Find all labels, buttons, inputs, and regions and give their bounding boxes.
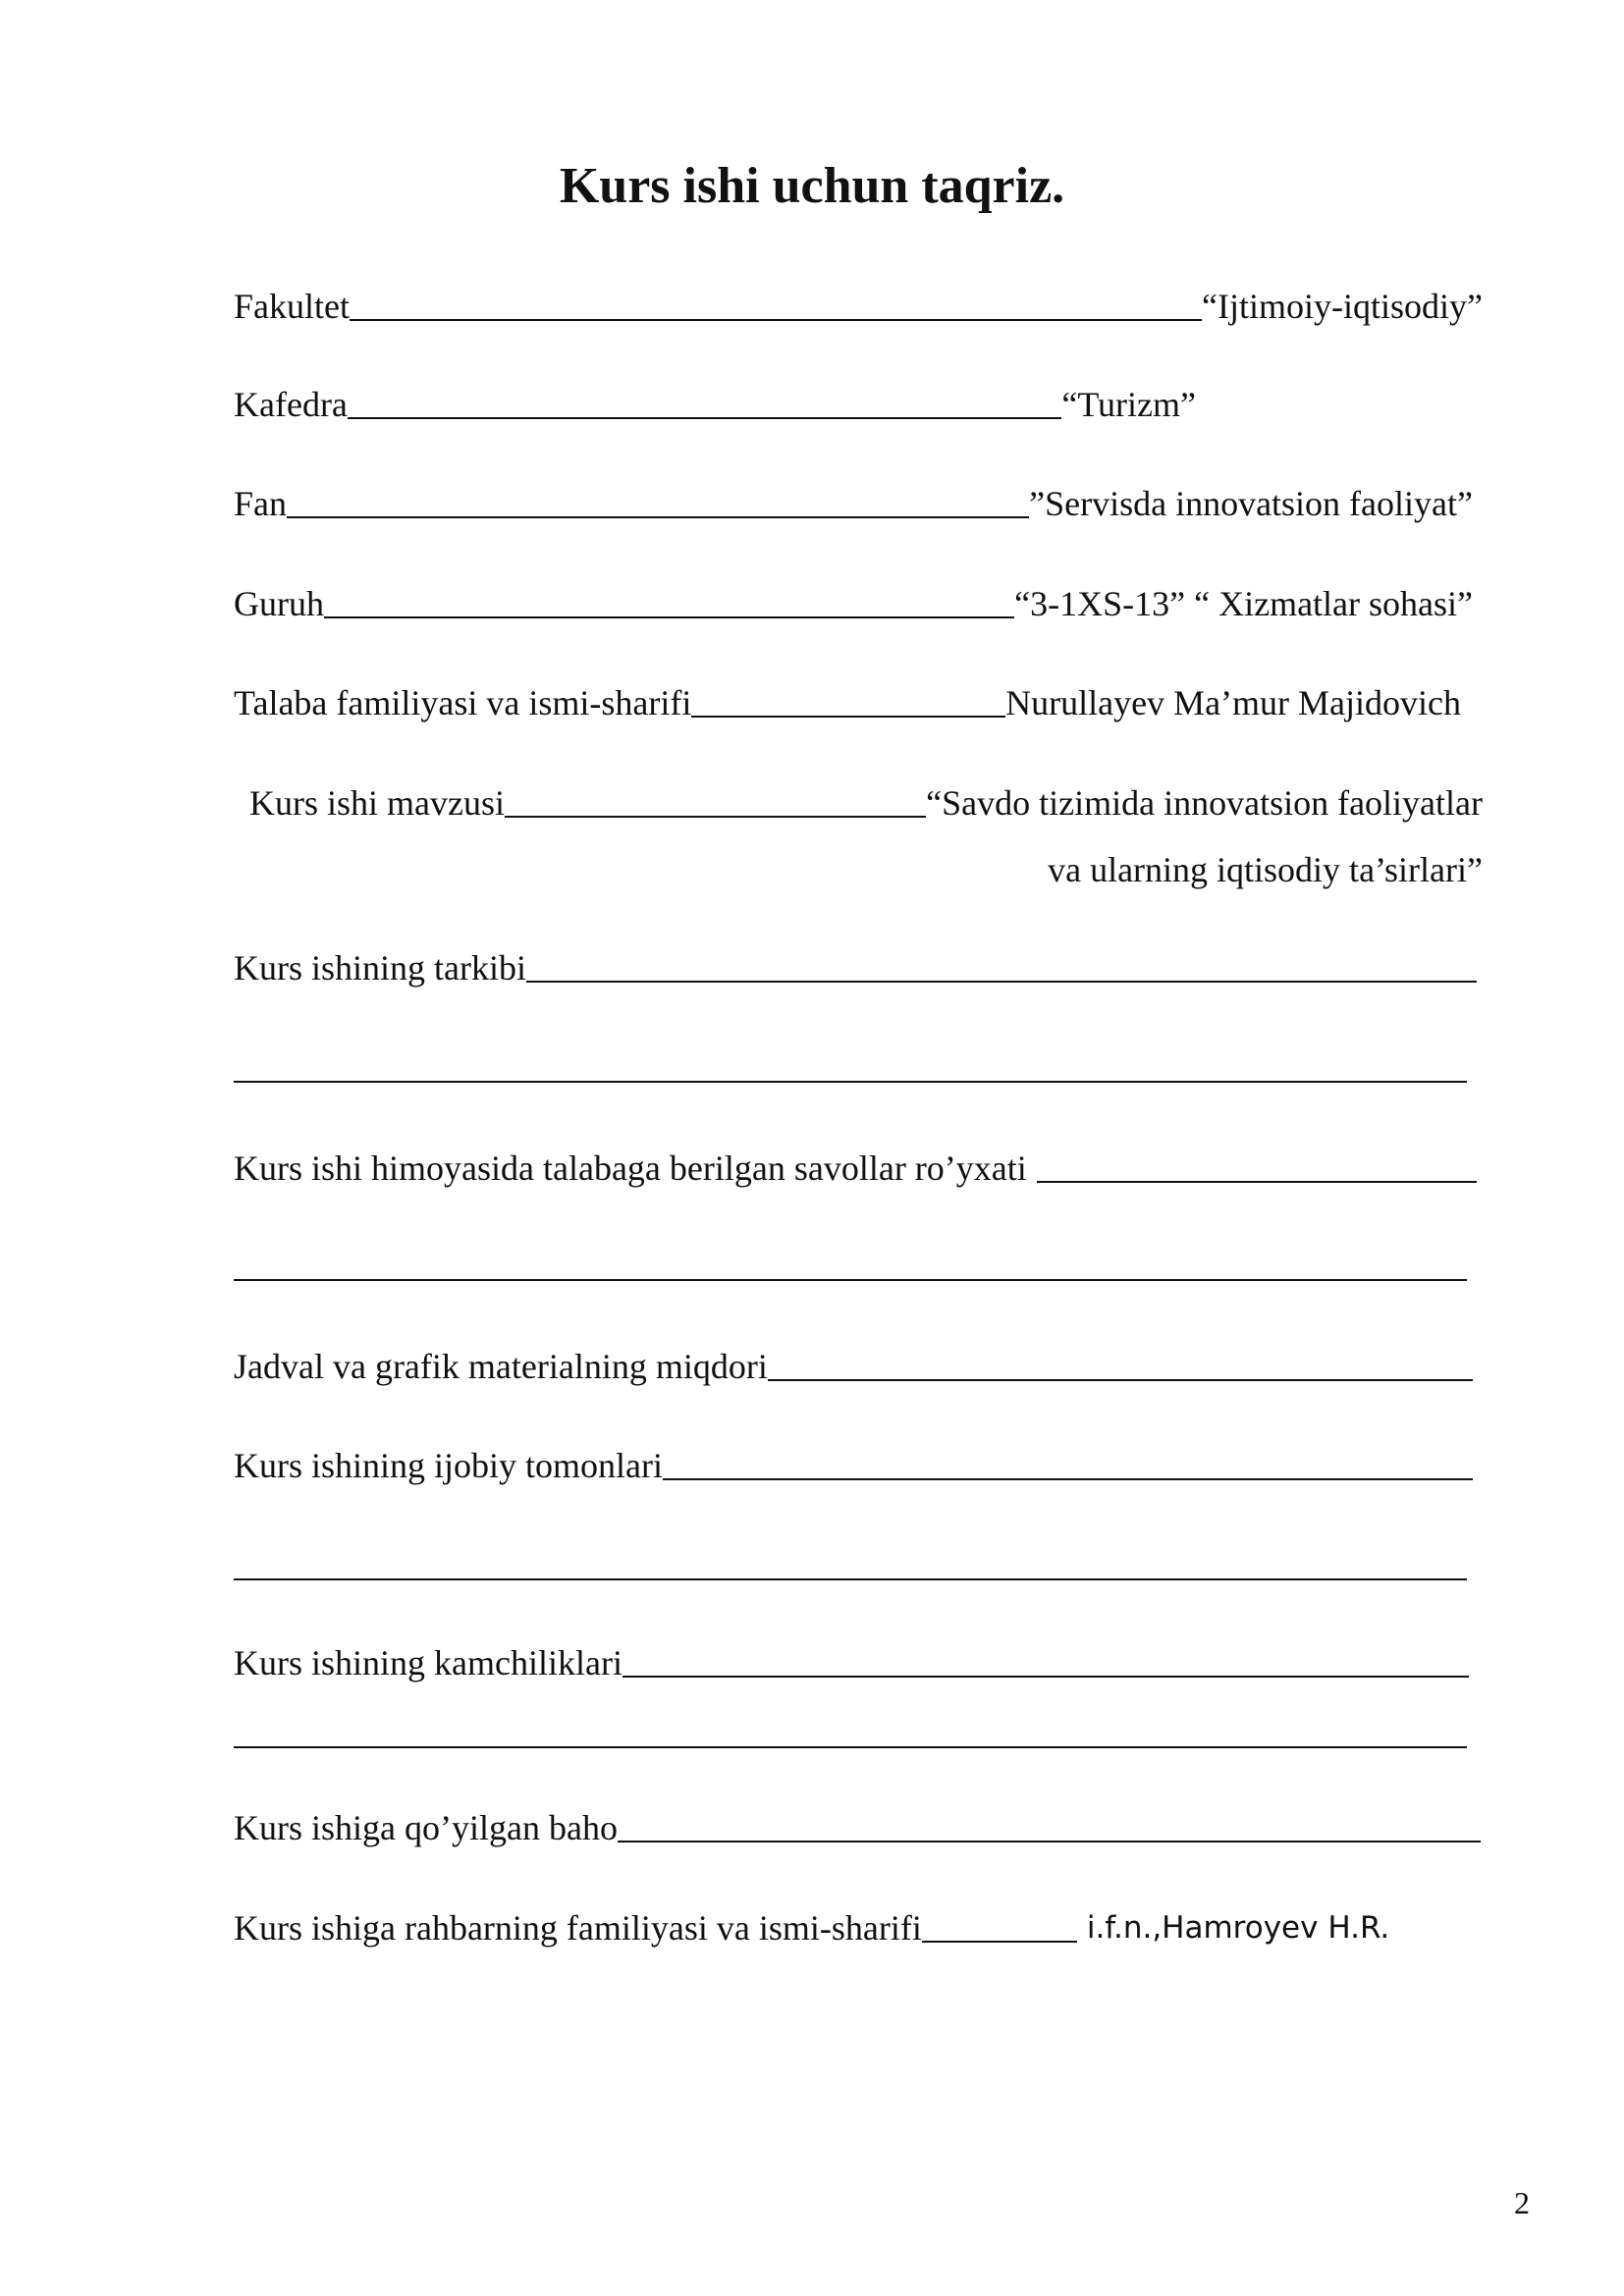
field-kafedra-line — [348, 417, 1061, 419]
field-rahbar-value: i.f.n.,Hamroyev H.R. — [1086, 1910, 1390, 1946]
field-kafedra — [234, 383, 1196, 426]
field-kafedra-value: “Turizm” — [1061, 385, 1196, 424]
field-fakultet-line — [350, 319, 1202, 321]
field-savollar-line — [1037, 1181, 1477, 1183]
field-rahbar-label: Kurs ishiga rahbarning familiyasi va ismi-sharifi — [234, 1908, 922, 1948]
field-talaba — [234, 681, 1461, 724]
field-rahbar — [234, 1906, 1477, 1949]
document-title: Kurs ishi uchun taqriz. — [559, 158, 1065, 214]
blank-line-savollar — [234, 1279, 1467, 1281]
field-fan-label: Fan — [234, 484, 287, 523]
field-kamchilik — [234, 1641, 1469, 1684]
field-jadval-line — [768, 1379, 1473, 1381]
field-kamchilik-label: Kurs ishining kamchiliklari — [234, 1643, 623, 1682]
field-savollar — [234, 1147, 1477, 1190]
field-tarkibi-label: Kurs ishining tarkibi — [234, 948, 526, 988]
field-guruh-value: “3-1XS-13” “ Xizmatlar sohasi” — [1014, 584, 1473, 623]
field-ijobiy-label: Kurs ishining ijobiy tomonlari — [234, 1446, 663, 1485]
field-kafedra-label: Kafedra — [234, 385, 348, 424]
field-mavzu-value-line1: “Savdo tizimida innovatsion faoliyatlar — [926, 783, 1483, 823]
field-baho-line — [618, 1841, 1481, 1842]
field-ijobiy-line — [663, 1478, 1473, 1480]
field-fan — [234, 482, 1473, 525]
blank-line-tarkibi — [234, 1081, 1467, 1083]
field-kamchilik-line — [623, 1676, 1469, 1678]
field-fakultet — [234, 285, 1483, 328]
field-guruh-line — [324, 616, 1014, 618]
field-fakultet-label: Fakultet — [234, 287, 350, 326]
field-savollar-label: Kurs ishi himoyasida talabaga berilgan savollar ro’yxati — [234, 1148, 1027, 1188]
field-mavzu-continued — [234, 848, 1483, 891]
field-jadval — [234, 1345, 1473, 1388]
field-baho — [234, 1806, 1481, 1849]
field-fan-value: ”Servisda innovatsion faoliyat” — [1029, 484, 1473, 523]
field-tarkibi-line — [526, 981, 1477, 983]
page-number: 2 — [1514, 2185, 1530, 2220]
field-guruh — [234, 582, 1473, 625]
blank-line-kamchilik — [234, 1746, 1467, 1748]
field-fan-line — [287, 516, 1029, 518]
field-talaba-value: Nurullayev Ma’mur Majidovich — [1005, 683, 1461, 722]
field-fakultet-value: “Ijtimoiy-iqtisodiy” — [1202, 287, 1483, 326]
field-rahbar-line — [922, 1941, 1077, 1943]
field-tarkibi — [234, 946, 1477, 989]
field-baho-label: Kurs ishiga qo’yilgan baho — [234, 1808, 618, 1847]
field-ijobiy — [234, 1444, 1473, 1487]
field-mavzu-label: Kurs ishi mavzusi — [249, 783, 505, 823]
field-guruh-label: Guruh — [234, 584, 324, 623]
field-talaba-label: Talaba familiyasi va ismi-sharifi — [234, 683, 692, 722]
field-talaba-line — [691, 716, 1005, 718]
field-mavzu — [249, 781, 1483, 825]
field-mavzu-value-line2: va ularning iqtisodiy ta’sirlari” — [1048, 850, 1483, 889]
blank-line-ijobiy — [234, 1578, 1467, 1580]
field-jadval-label: Jadval va grafik materialning miqdori — [234, 1347, 768, 1386]
field-mavzu-line — [505, 816, 926, 818]
